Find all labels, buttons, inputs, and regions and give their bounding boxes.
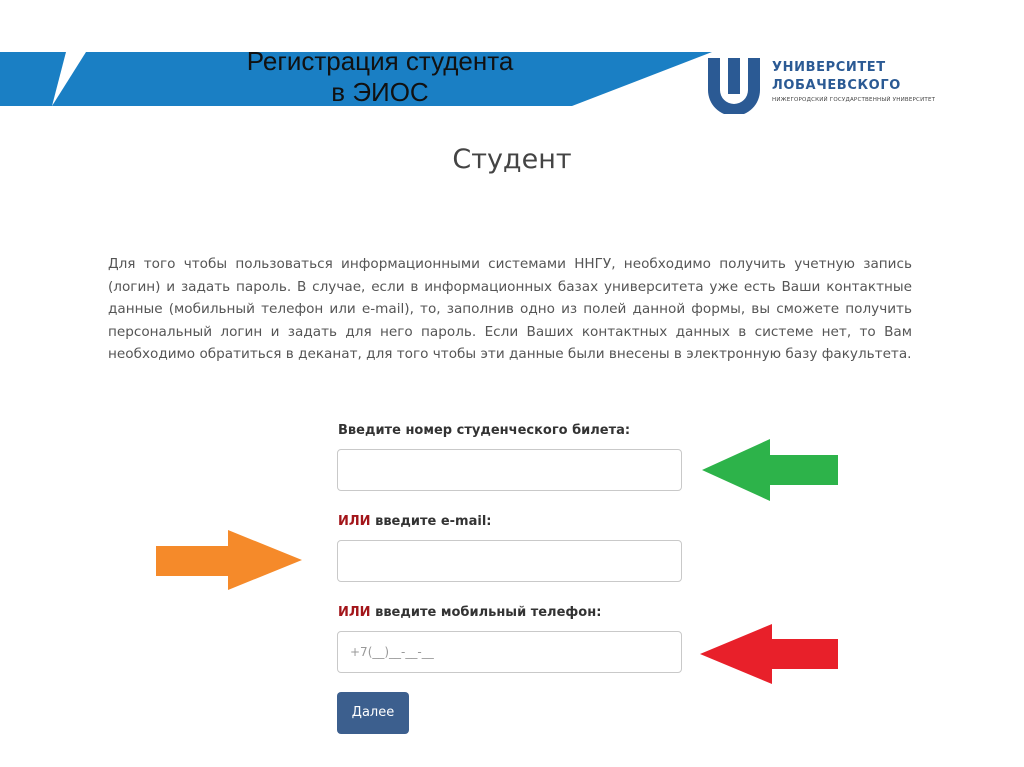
email-label [338, 514, 492, 529]
student-id-label: Введите номер студенческого билета: [338, 423, 631, 438]
university-logo [704, 54, 936, 116]
slide-title-line2: в ЭИОС [331, 77, 429, 107]
email-label-text: введите e-mail: [370, 514, 492, 529]
email-input[interactable] [337, 540, 682, 582]
university-logo-icon [704, 56, 764, 114]
phone-label-text: введите мобильный телефон: [370, 605, 602, 620]
red-arrow-icon [700, 624, 840, 684]
slide-title-line1: Регистрация студента [246, 46, 514, 76]
next-button[interactable]: Далее [337, 692, 409, 734]
phone-label [338, 605, 601, 620]
orange-arrow-icon [156, 530, 302, 590]
slide-title [200, 46, 560, 108]
logo-text-line2: ЛОБАЧЕВСКОГО [772, 78, 901, 93]
or-label: ИЛИ [338, 514, 371, 529]
banner-left-stripe [0, 52, 66, 106]
logo-text-line1: УНИВЕРСИТЕТ [772, 60, 886, 75]
intro-paragraph: Для того чтобы пользоваться информационными системами ННГУ, необходимо получить учетную запись (логин) и задать пароль. В случае, если в информационных базах университета уже есть Ваши контактные данные (мобильный телефон или e-mail), то, заполнив одно из полей данной формы, вы сможете получить персональный логин и задать для него пароль. Если Ваших контактных данных в системе нет, то Вам необходимо обратиться в деканат, для того чтобы эти данные были внесены в электронную базу факультета. [108, 256, 912, 363]
green-arrow-icon [702, 439, 840, 501]
phone-input[interactable]: +7(__)__-__-__ [337, 631, 682, 673]
student-id-input[interactable] [337, 449, 682, 491]
logo-text-line3: НИЖЕГОРОДСКИЙ ГОСУДАРСТВЕННЫЙ УНИВЕРСИТЕТ [772, 97, 936, 103]
or-label: ИЛИ [338, 605, 371, 620]
page-title: Студент [452, 144, 572, 175]
